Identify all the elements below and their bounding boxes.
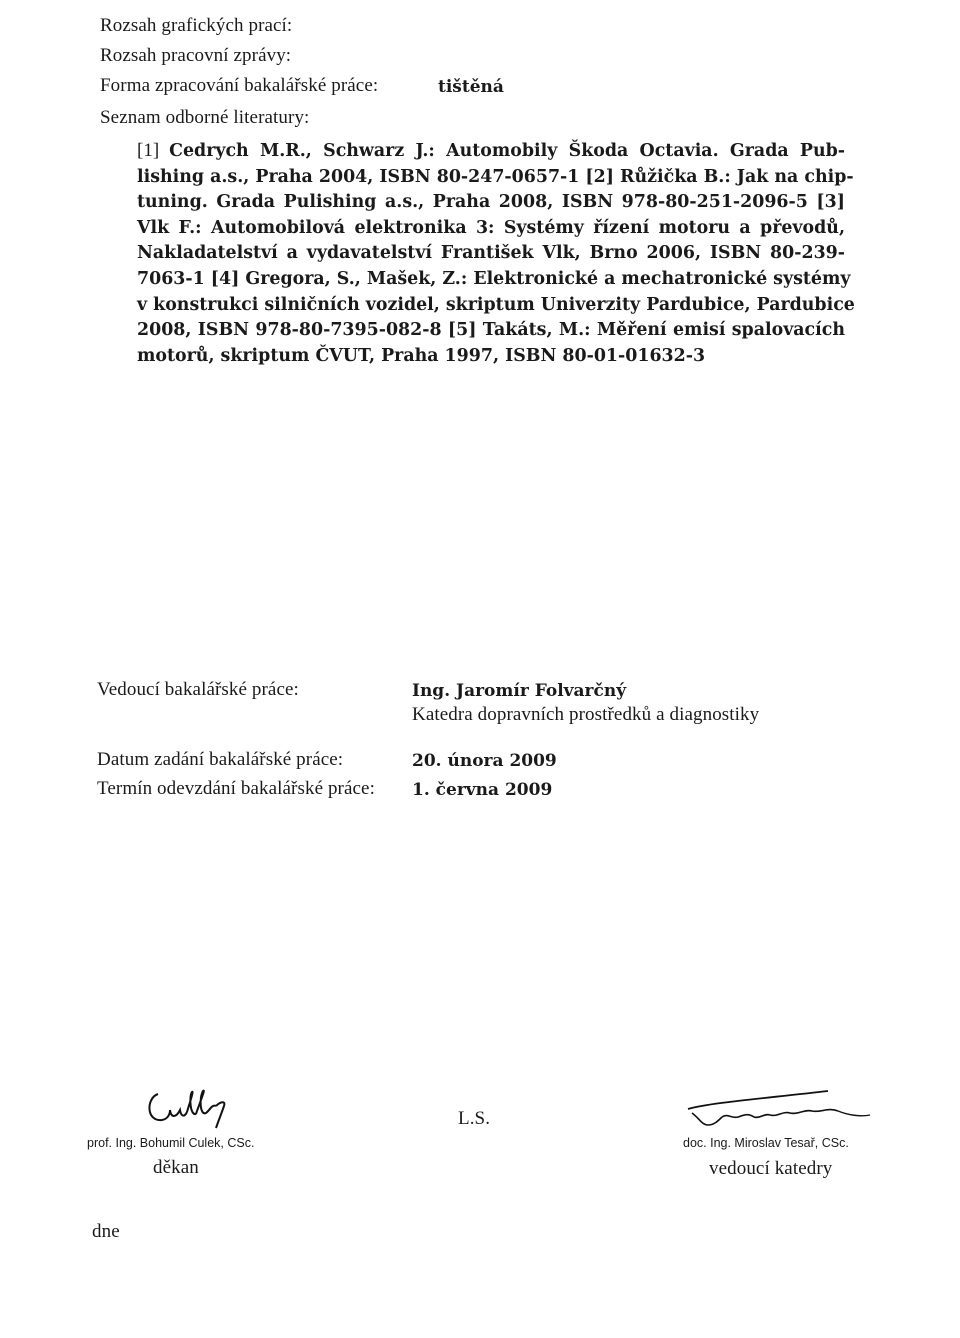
- literature-line: tuning. Grada Pulishing a.s., Praha 2008, ISBN 978-80-251-2096-5 [3]: [137, 192, 845, 213]
- literature-label: Seznam odborné literatury:: [100, 107, 310, 128]
- head-of-department-role: vedoucí katedry: [709, 1158, 833, 1179]
- head-of-department-signature: [678, 1085, 878, 1135]
- literature-line: v konstrukci silničních vozidel, skriptum Univerzity Pardubice, Pardubice: [137, 294, 855, 315]
- report-scope-label: Rozsah pracovní zprávy:: [100, 45, 292, 66]
- supervisor-department: Katedra dopravních prostředků a diagnostiky: [412, 704, 760, 725]
- literature-line: Vlk F.: Automobilová elektronika 3: Systémy řízení motoru a převodů,: [137, 217, 845, 238]
- assigned-date-label: Datum zadání bakalářské práce:: [97, 749, 344, 770]
- literature-line: lishing a.s., Praha 2004, ISBN 80-247-0657-1 [2] Růžička B.: Jak na chip-: [137, 166, 854, 187]
- literature-line: 7063-1 [4] Gregora, S., Mašek, Z.: Elektronické a mechatronické systémy: [137, 268, 851, 289]
- due-date-label: Termín odevzdání bakalářské práce:: [97, 778, 375, 799]
- literature-line: Nakladatelství a vydavatelství František Vlk, Brno 2006, ISBN 80-239-: [137, 243, 845, 264]
- form-label: Forma zpracování bakalářské práce:: [100, 75, 379, 96]
- supervisor-label: Vedoucí bakalářské práce:: [97, 679, 299, 700]
- form-value: tištěná: [438, 77, 504, 97]
- seal-label: L.S.: [458, 1108, 491, 1129]
- literature-line: motorů, skriptum ČVUT, Praha 1997, ISBN 80-01-01632-3: [137, 345, 706, 366]
- assigned-date-value: 20. února 2009: [412, 751, 557, 771]
- literature-line-text: Cedrych M.R., Schwarz J.: Automobily Škoda Octavia. Grada Pub-: [169, 141, 845, 161]
- head-of-department-name: doc. Ing. Miroslav Tesař, CSc.: [683, 1136, 849, 1150]
- date-place-label: dne: [92, 1221, 120, 1242]
- dean-signature: [140, 1082, 240, 1132]
- literature-line: [137, 138, 845, 165]
- literature-first-prefix: [1]: [137, 140, 170, 161]
- supervisor-name: Ing. Jaromír Folvarčný: [412, 681, 627, 701]
- graphics-scope-label: Rozsah grafických prací:: [100, 15, 293, 36]
- literature-line: 2008, ISBN 978-80-7395-082-8 [5] Takáts, M.: Měření emisí spalovacích: [137, 320, 845, 341]
- literature-list: [137, 138, 855, 369]
- dean-name: prof. Ing. Bohumil Culek, CSc.: [87, 1136, 255, 1150]
- dean-role: děkan: [153, 1157, 199, 1178]
- due-date-value: 1. června 2009: [412, 780, 553, 800]
